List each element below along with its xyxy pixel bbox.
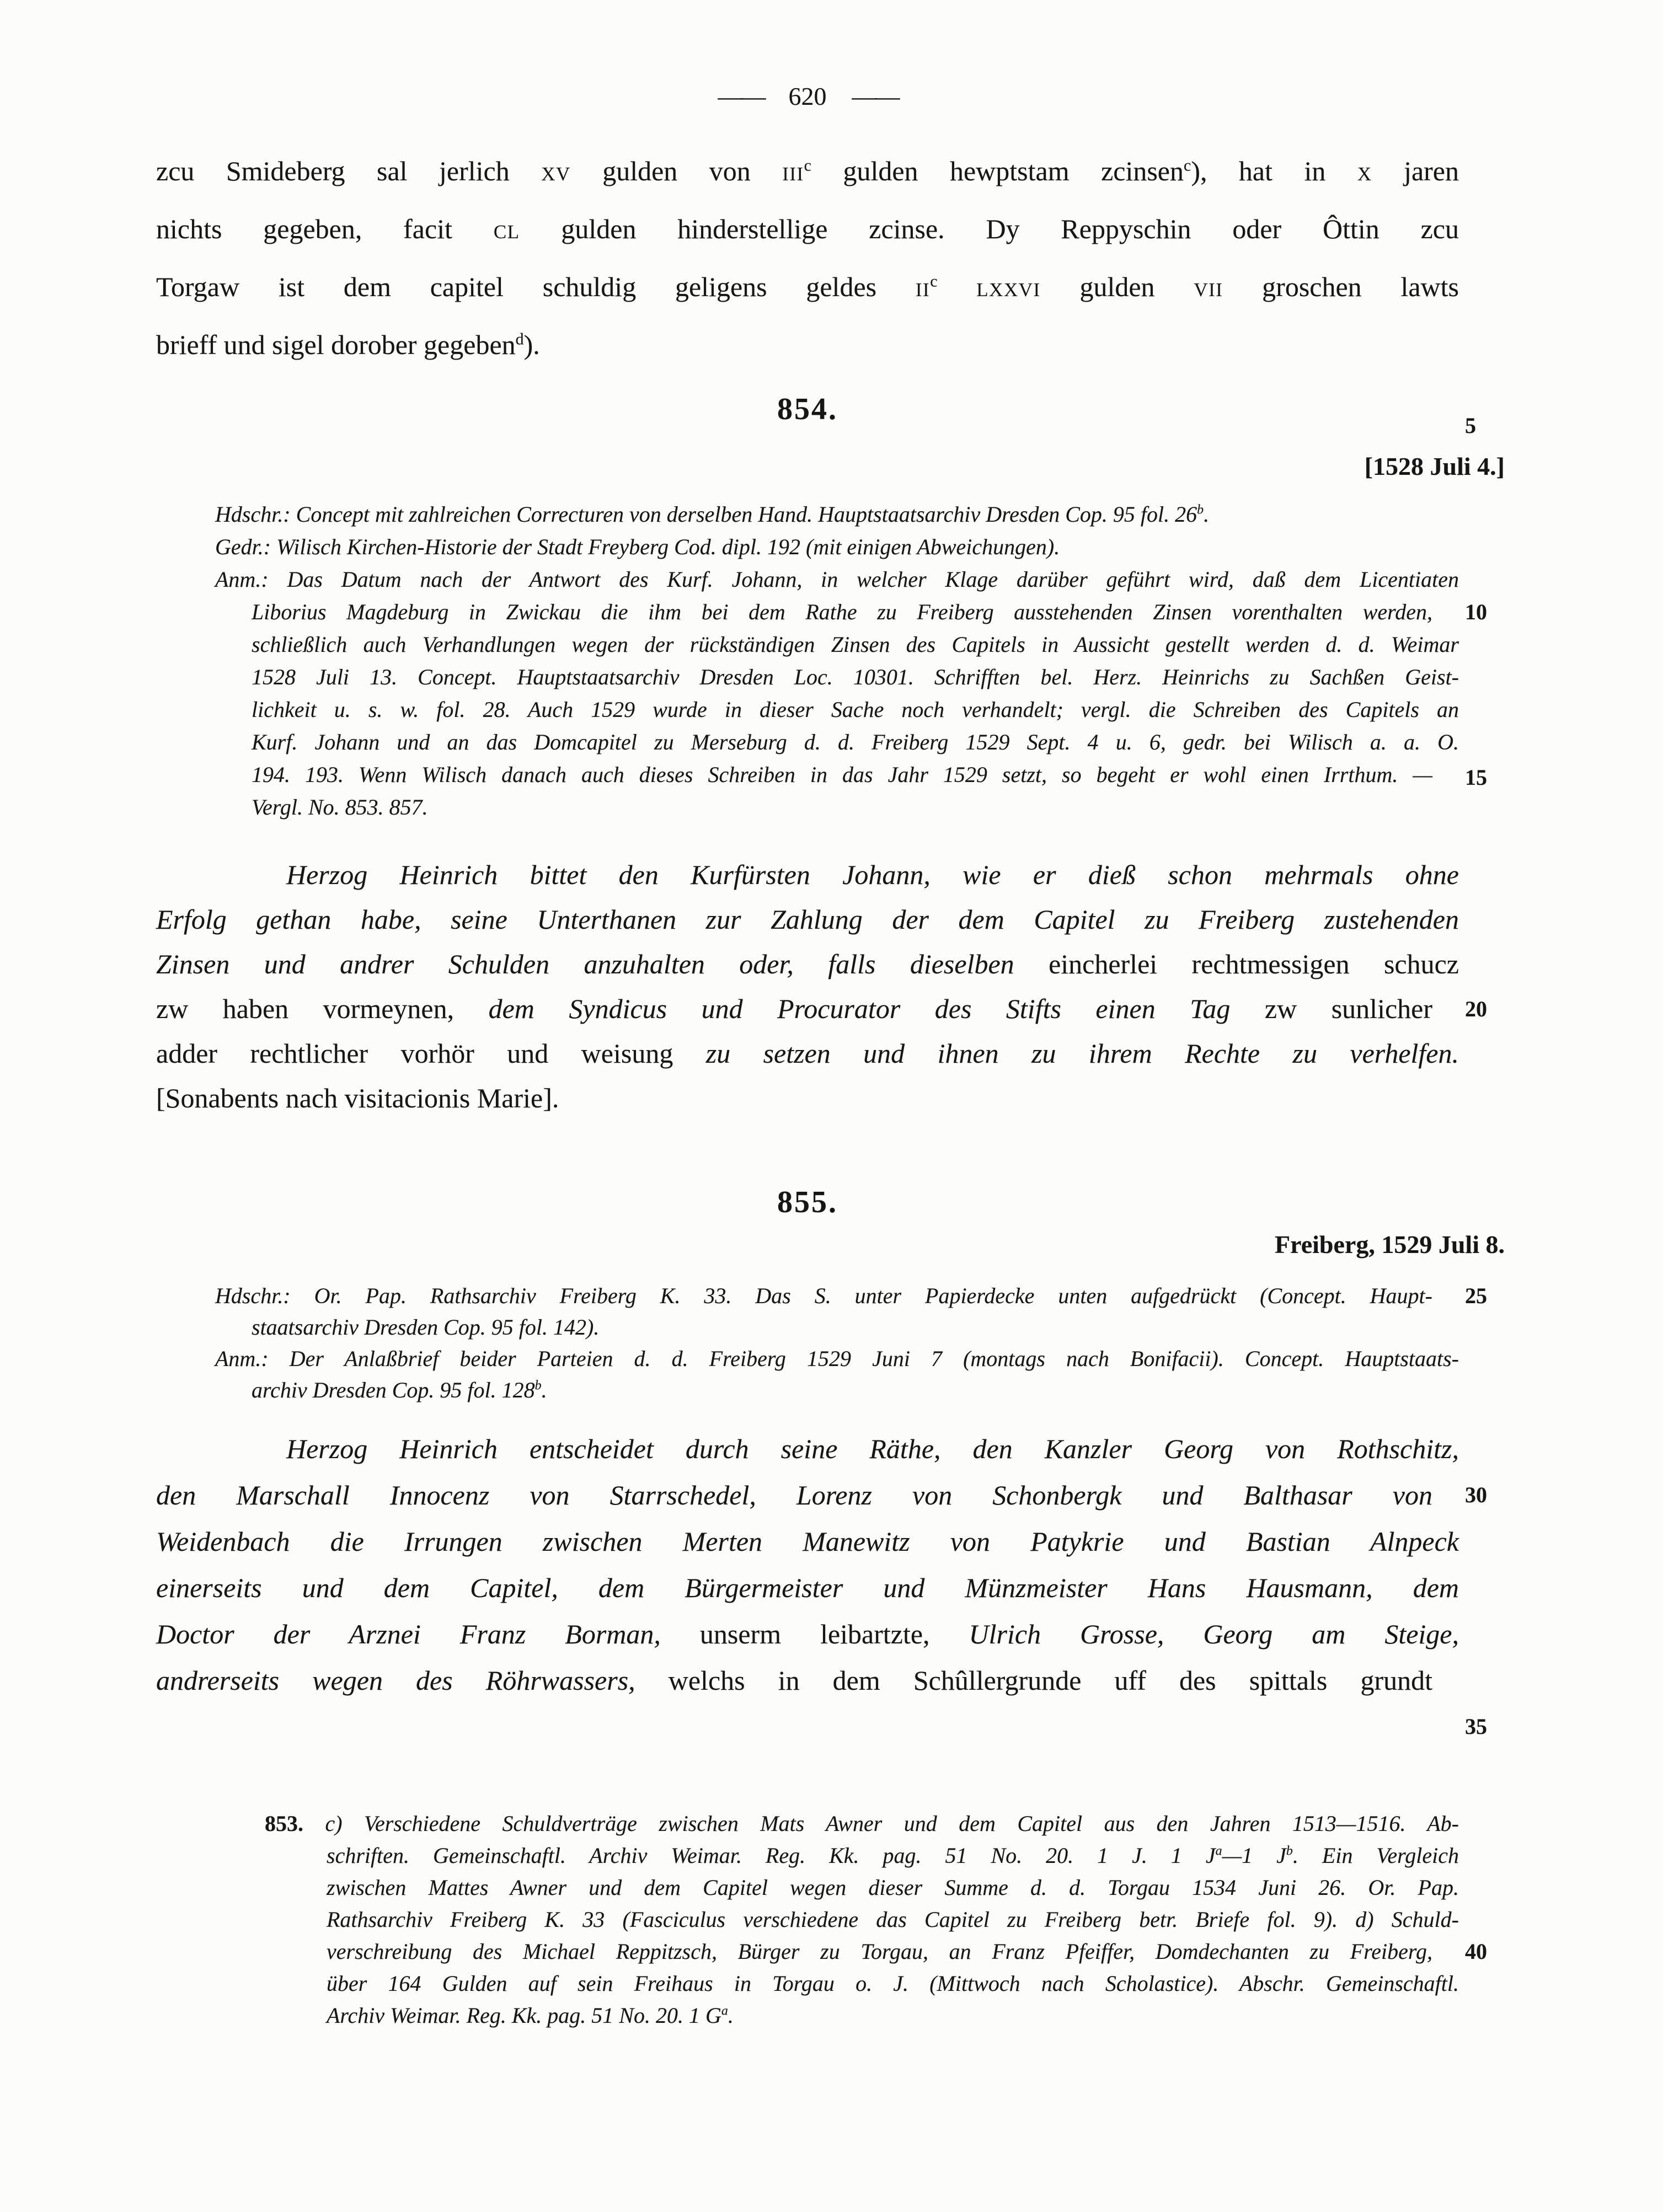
margin-line-number: 25 — [1465, 1283, 1487, 1308]
source-line-gedr: Gedr.: Wilisch Kirchen-Historie der Stadt Freyberg Cod. dipl. 192 (mit einigen Abweichungen). — [215, 534, 1060, 559]
entry-855-body — [156, 1426, 1459, 1704]
source-line: Liborius Magdeburg in Zwickau die ihm bei dem Rathe zu Freiberg ausstehenden Zinsen vorenthalten werden, — [252, 599, 1432, 624]
body-line: den Marschall Innocenz von Starrschedel, Lorenz von Schonbergk und Balthasar von — [156, 1480, 1432, 1511]
page-number: 620 — [788, 82, 827, 110]
entry-854-heading: 854. — [777, 392, 838, 426]
entry-855-date: Freiberg, 1529 Juli 8. — [1275, 1230, 1505, 1258]
source-line-anm: Anm.: Das Datum nach der Antwort des Kurf. Johann, in welcher Klage darüber geführt wird, daß dem Licentiaten — [215, 567, 1459, 592]
header-rule-right: —— — [852, 82, 897, 110]
margin-line-number: 20 — [1465, 997, 1487, 1021]
body-line: einerseits und dem Capitel, dem Bürgermeister und Münzmeister Hans Hausmann, dem — [156, 1572, 1459, 1603]
footnote-line: zwischen Mattes Awner und dem Capitel wegen dieser Summe d. d. Torgau 1534 Juni 26. Or. Pap. — [327, 1875, 1459, 1900]
body-line: Erfolg gethan habe, seine Unterthanen zur Zahlung der dem Capitel zu Freiberg zustehenden — [156, 904, 1459, 935]
margin-line-number: 15 — [1465, 765, 1487, 790]
source-line: 194. 193. Wenn Wilisch danach auch dieses Schreiben in das Jahr 1529 setzt, so begeht er wohl einen Irrthum. — — [252, 762, 1432, 787]
source-line: archiv Dresden Cop. 95 fol. 128$^b$. — [252, 1378, 547, 1402]
footnote-line: 853. c) Verschiedene Schuldverträge zwischen Mats Awner und dem Capitel aus den Jahren 1513—1516. Ab- — [265, 1811, 1459, 1836]
margin-line-number: 40 — [1465, 1939, 1487, 1964]
source-line-hdschr: Hdschr.: Concept mit zahlreichen Correcturen von derselben Hand. Hauptstaatsarchiv Dresden Cop. 95 fol. 26$^b$. — [215, 502, 1210, 527]
text-line: nichts gegeben, facit cl gulden hinderstellige zcinse. Dy Reppyschin oder Ôttin zcu — [156, 213, 1459, 244]
body-line: [Sonabents nach visitacionis Marie]. — [156, 1083, 559, 1113]
source-line: staatsarchiv Dresden Cop. 95 fol. 142). — [252, 1315, 600, 1340]
entry-855-heading: 855. — [777, 1185, 838, 1219]
text-line: zcu Smideberg sal jerlich xv gulden von iii$^c$ gulden hewptstam zcinsen$^c$), hat in x jaren — [156, 156, 1459, 186]
entry-854-date: [1528 Juli 4.] — [1364, 452, 1505, 480]
source-line: Kurf. Johann und an das Domcapitel zu Merseburg d. d. Freiberg 1529 Sept. 4 u. 6, gedr. bei Wilisch a. a. O. — [252, 730, 1459, 754]
footnote-line: Rathsarchiv Freiberg K. 33 (Fasciculus verschiedene das Capitel zu Freiberg betr. Briefe fol. 9). d) Schuld- — [327, 1907, 1459, 1932]
footnote-block — [265, 1808, 1459, 2032]
source-line: lichkeit u. s. w. fol. 28. Auch 1529 wurde in dieser Sache noch verhandelt; vergl. die Schreiben des Capitels an — [252, 697, 1459, 722]
footnote-line: verschreibung des Michael Reppitzsch, Bürger zu Torgau, an Franz Pfeiffer, Domdechanten zu Freiberg, — [327, 1939, 1432, 1964]
entry-854-body — [156, 853, 1459, 1121]
body-line: Herzog Heinrich entscheidet durch seine Räthe, den Kanzler Georg von Rothschitz, — [286, 1433, 1459, 1464]
body-line: Weidenbach die Irrungen zwischen Merten Manewitz von Patykrie und Bastian Alnpeck — [156, 1526, 1459, 1557]
entry-855-source-notes — [215, 1280, 1459, 1406]
margin-line-number: 10 — [1465, 599, 1487, 624]
header-rule-left: —— — [718, 82, 763, 110]
body-line: Zinsen und andrer Schulden anzuhalten oder, falls dieselben eincherlei rechtmessigen schucz — [156, 949, 1459, 979]
footnote-line: Archiv Weimar. Reg. Kk. pag. 51 No. 20. 1 $G^a$. — [327, 2003, 734, 2028]
page-header — [156, 81, 1459, 112]
source-line: schließlich auch Verhandlungen wegen der rückständigen Zinsen des Capitels in Aussicht gestellt werden d. d. Weimar — [252, 632, 1459, 657]
footnote-line: über 164 Gulden auf sein Freihaus in Torgau o. J. (Mittwoch nach Scholastice). Abschr. Gemeinschaftl. — [327, 1971, 1459, 1996]
text-line: Torgaw ist dem capitel schuldig geligens geldes $ii^c$ lxxvi gulden vii groschen lawts — [156, 271, 1459, 302]
entry-854-source-notes — [215, 498, 1459, 823]
body-line: andrerseits wegen des Röhrwassers, welchs in dem Schûllergrunde uff des spittals grundt — [156, 1665, 1432, 1696]
margin-line-number: 35 — [1465, 1714, 1487, 1739]
body-line: Doctor der Arznei Franz Borman, unserm leibartzte, Ulrich Grosse, Georg am Steige, — [156, 1619, 1459, 1649]
body-line: zw haben vormeynen, dem Syndicus und Procurator des Stifts einen Tag zw sunlicher — [156, 993, 1432, 1024]
source-line-hdschr: Hdschr.: Or. Pap. Rathsarchiv Freiberg K. 33. Das S. unter Papierdecke unten aufgedrückt (Concept. Haupt- — [215, 1283, 1432, 1308]
body-line: adder rechtlicher vorhör und weisung zu setzen und ihnen zu ihrem Rechte zu verhelfen. — [156, 1038, 1459, 1069]
footnote-line: schriften. Gemeinschaftl. Archiv Weimar. Reg. Kk. pag. 51 No. 20. 1 J. 1 $J^a—1$ $J^b$. Ein Vergleich — [327, 1843, 1459, 1868]
body-line: Herzog Heinrich bittet den Kurfürsten Johann, wie er dieß schon mehrmals ohne — [286, 859, 1459, 890]
margin-line-number: 5 — [1465, 413, 1476, 438]
source-line: Vergl. No. 853. 857. — [252, 795, 428, 820]
source-line: 1528 Juli 13. Concept. Hauptstaatsarchiv Dresden Loc. 10301. Schrifften bel. Herz. Heinrichs zu Sachßen Geist- — [252, 665, 1459, 689]
text-line: brieff und sigel dorober gegeben$^d$). — [156, 329, 540, 360]
margin-line-number: 30 — [1465, 1482, 1487, 1507]
source-line-anm: Anm.: Der Anlaßbrief beider Parteien d. d. Freiberg 1529 Juni 7 (montags nach Bonifacii). Concept. Hauptstaats- — [215, 1346, 1459, 1371]
intro-paragraph — [156, 142, 1459, 374]
